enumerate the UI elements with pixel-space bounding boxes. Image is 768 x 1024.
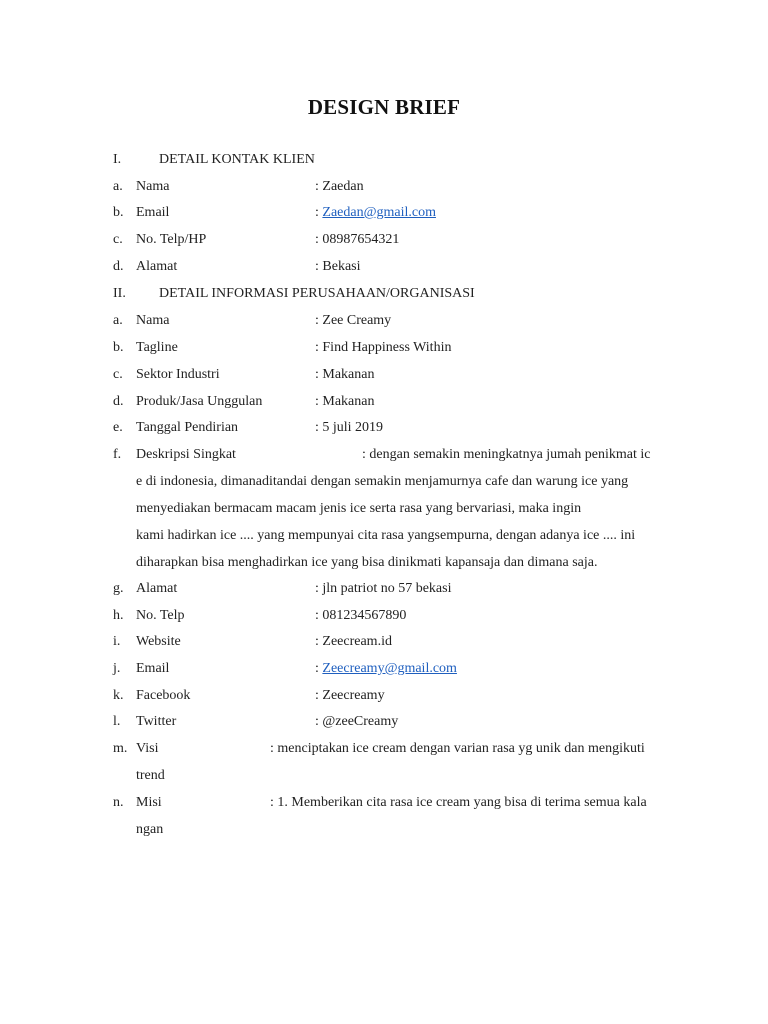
item-label: No. Telp/HP — [136, 232, 207, 247]
item-value: : @zeeCreamy — [315, 714, 399, 729]
list-item-industry — [0, 365, 768, 385]
item-marker: b. — [113, 205, 124, 220]
item-marker: d. — [113, 259, 124, 274]
item-marker: k. — [113, 688, 124, 703]
item-value: : Makanan — [315, 367, 375, 382]
item-value: : dengan semakin meningkatnya jumah penikmat ic — [362, 447, 651, 462]
item-marker: l. — [113, 714, 121, 729]
item-value: : Zeecream.id — [315, 634, 392, 649]
item-value: : menciptakan ice cream dengan varian rasa yg unik dan mengikuti — [270, 741, 645, 756]
list-item-client-address — [0, 257, 768, 277]
item-label: Twitter — [136, 714, 177, 729]
item-label: Email — [136, 205, 170, 220]
item-label: Misi — [136, 795, 162, 810]
item-label: Sektor Industri — [136, 367, 220, 382]
description-text: menyediakan bermacam macam jenis ice serta rasa yang bervariasi, maka ingin — [136, 501, 582, 516]
item-label: Nama — [136, 313, 170, 328]
item-value: : Zeecreamy — [315, 688, 385, 703]
section-marker: I. — [113, 152, 122, 167]
item-marker: e. — [113, 420, 123, 435]
item-marker: d. — [113, 394, 124, 409]
item-marker: c. — [113, 232, 123, 247]
item-colon: : — [315, 205, 323, 220]
list-item-description — [0, 445, 768, 465]
item-marker: i. — [113, 634, 121, 649]
vision-text: trend — [136, 768, 165, 783]
list-item-tagline — [0, 338, 768, 358]
company-email-link[interactable]: Zeecreamy@gmail.com — [322, 661, 457, 676]
description-line — [0, 499, 768, 519]
item-marker: a. — [113, 179, 123, 194]
item-label: Tanggal Pendirian — [136, 420, 239, 435]
item-marker: a. — [113, 313, 123, 328]
item-marker: m. — [113, 741, 128, 756]
item-marker: j. — [113, 661, 121, 676]
item-value: : 5 juli 2019 — [315, 420, 384, 435]
item-value-wrap — [315, 659, 457, 679]
item-value: : jln patriot no 57 bekasi — [315, 581, 452, 596]
list-item-mission — [0, 793, 768, 813]
item-marker: f. — [113, 447, 122, 462]
section-marker: II. — [113, 286, 126, 301]
item-label: Nama — [136, 179, 170, 194]
section-title: DETAIL INFORMASI PERUSAHAAN/ORGANISASI — [159, 286, 475, 301]
section-title: DETAIL KONTAK KLIEN — [159, 152, 315, 167]
description-line — [0, 472, 768, 492]
item-label: Email — [136, 661, 170, 676]
description-text: diharapkan bisa menghadirkan ice yang bisa dinikmati kapansaja dan dimana saja. — [136, 555, 598, 570]
item-label: Facebook — [136, 688, 191, 703]
section-heading-company — [0, 284, 768, 304]
item-value: : 1. Memberikan cita rasa ice cream yang bisa di terima semua kala — [270, 795, 647, 810]
list-item-vision — [0, 739, 768, 759]
list-item-facebook — [0, 686, 768, 706]
item-value: : 08987654321 — [315, 232, 400, 247]
item-marker: n. — [113, 795, 124, 810]
item-label: Alamat — [136, 259, 178, 274]
item-label: Alamat — [136, 581, 178, 596]
item-label: Visi — [136, 741, 159, 756]
item-label: Produk/Jasa Unggulan — [136, 394, 263, 409]
item-value: : Find Happiness Within — [315, 340, 452, 355]
item-label: No. Telp — [136, 608, 185, 623]
item-label: Tagline — [136, 340, 178, 355]
item-label: Deskripsi Singkat — [136, 447, 236, 462]
list-item-founded — [0, 418, 768, 438]
list-item-website — [0, 632, 768, 652]
item-value: : Zee Creamy — [315, 313, 392, 328]
mission-line — [0, 820, 768, 840]
description-line — [0, 526, 768, 546]
item-value: : Bekasi — [315, 259, 361, 274]
description-text: kami hadirkan ice .... yang mempunyai cita rasa yangsempurna, dengan adanya ice .... ini — [136, 528, 636, 543]
list-item-client-email — [0, 203, 768, 223]
item-value-wrap — [315, 203, 436, 223]
list-item-twitter — [0, 712, 768, 732]
item-marker: g. — [113, 581, 124, 596]
section-heading-contact — [0, 150, 768, 170]
list-item-product — [0, 392, 768, 412]
document-title: DESIGN BRIEF — [307, 95, 461, 119]
vision-line — [0, 766, 768, 786]
client-email-link[interactable]: Zaedan@gmail.com — [322, 205, 436, 220]
list-item-company-address — [0, 579, 768, 599]
description-line — [0, 553, 768, 573]
list-item-client-name — [0, 177, 768, 197]
item-label: Website — [136, 634, 181, 649]
list-item-company-name — [0, 311, 768, 331]
item-colon: : — [315, 661, 323, 676]
list-item-client-phone — [0, 230, 768, 250]
list-item-company-phone — [0, 606, 768, 626]
item-marker: c. — [113, 367, 123, 382]
list-item-company-email — [0, 659, 768, 679]
mission-text: ngan — [136, 822, 164, 837]
item-marker: h. — [113, 608, 124, 623]
item-marker: b. — [113, 340, 124, 355]
item-value: : 081234567890 — [315, 608, 407, 623]
description-text: e di indonesia, dimanaditandai dengan semakin menjamurnya cafe dan warung ice yang — [136, 474, 629, 489]
item-value: : Zaedan — [315, 179, 364, 194]
item-value: : Makanan — [315, 394, 375, 409]
